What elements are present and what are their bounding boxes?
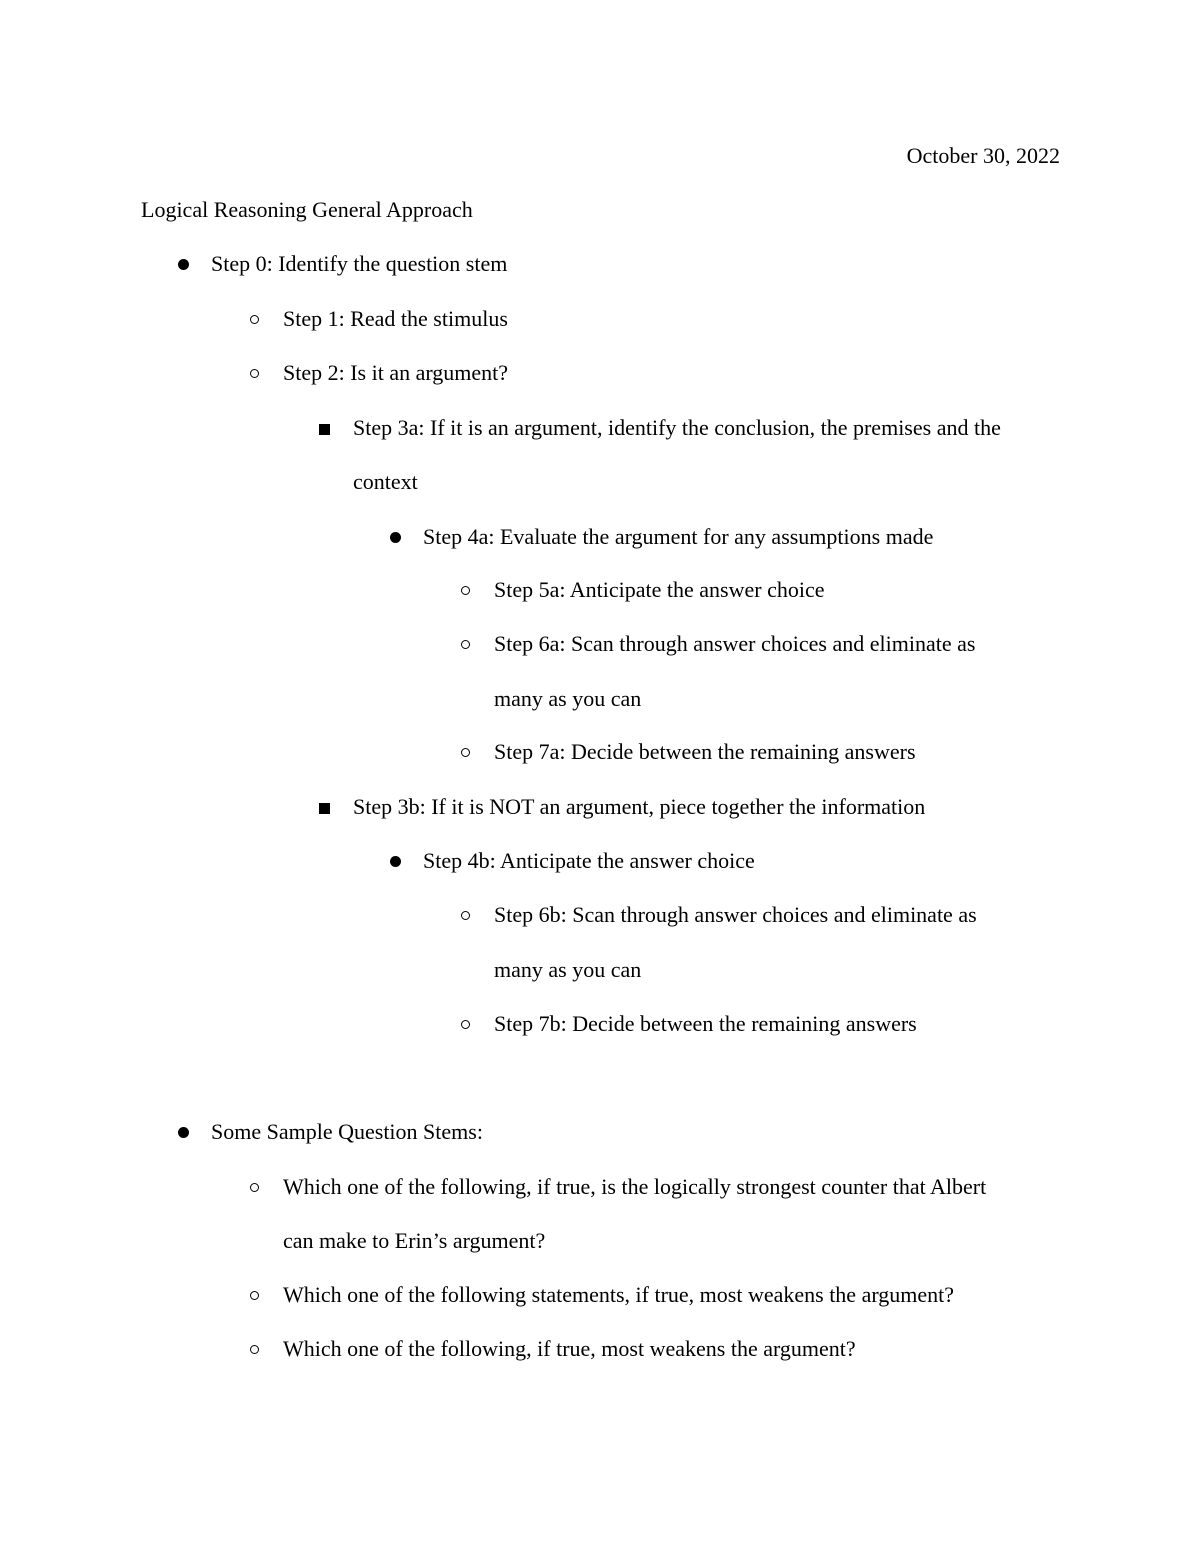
circle-bullet-icon	[250, 1291, 259, 1300]
list-item-sample-question-3: Which one of the following, if true, most weakens the argument?	[283, 1336, 856, 1361]
list-item-sample-question-2: Which one of the following statements, if true, most weakens the argument?	[283, 1282, 955, 1307]
circle-bullet-icon	[461, 640, 470, 649]
list-item-step-6b: Step 6b: Scan through answer choices and eliminate as	[494, 902, 977, 927]
list-item-sample-heading: Some Sample Question Stems:	[211, 1119, 483, 1144]
disc-bullet-icon	[390, 856, 401, 867]
list-item-step-3b: Step 3b: If it is NOT an argument, piece together the information	[353, 794, 926, 819]
square-bullet-icon	[319, 803, 330, 814]
circle-bullet-icon	[250, 1345, 259, 1354]
list-item-step-4a: Step 4a: Evaluate the argument for any assumptions made	[423, 524, 934, 549]
disc-bullet-icon	[178, 1127, 189, 1138]
disc-bullet-icon	[178, 259, 189, 270]
document-date: October 30, 2022	[906, 143, 1060, 168]
list-item-sample-question-1-continued: can make to Erin’s argument?	[283, 1228, 546, 1253]
disc-bullet-icon	[390, 532, 401, 543]
list-item-step-3a: Step 3a: If it is an argument, identify the conclusion, the premises and the	[353, 415, 1001, 440]
list-item-step-6a: Step 6a: Scan through answer choices and eliminate as	[494, 631, 976, 656]
circle-bullet-icon	[461, 1020, 470, 1029]
list-item-step-6a-continued: many as you can	[494, 686, 642, 711]
circle-bullet-icon	[250, 1183, 259, 1192]
list-item-sample-question-1: Which one of the following, if true, is the logically strongest counter that Albert	[283, 1174, 987, 1199]
list-item-step-3a-continued: context	[353, 469, 418, 494]
document-title: Logical Reasoning General Approach	[141, 197, 473, 222]
list-item-step-7a: Step 7a: Decide between the remaining answers	[494, 739, 916, 764]
list-item-step-2: Step 2: Is it an argument?	[283, 360, 509, 385]
list-item-step-6b-continued: many as you can	[494, 957, 642, 982]
circle-bullet-icon	[461, 586, 470, 595]
circle-bullet-icon	[461, 911, 470, 920]
list-item-step-7b: Step 7b: Decide between the remaining answers	[494, 1011, 917, 1036]
list-item-step-0: Step 0: Identify the question stem	[211, 251, 508, 276]
list-item-step-4b: Step 4b: Anticipate the answer choice	[423, 848, 755, 873]
list-item-step-1: Step 1: Read the stimulus	[283, 306, 508, 331]
circle-bullet-icon	[250, 369, 259, 378]
list-item-step-5a: Step 5a: Anticipate the answer choice	[494, 577, 825, 602]
circle-bullet-icon	[461, 748, 470, 757]
circle-bullet-icon	[250, 315, 259, 324]
square-bullet-icon	[319, 424, 330, 435]
